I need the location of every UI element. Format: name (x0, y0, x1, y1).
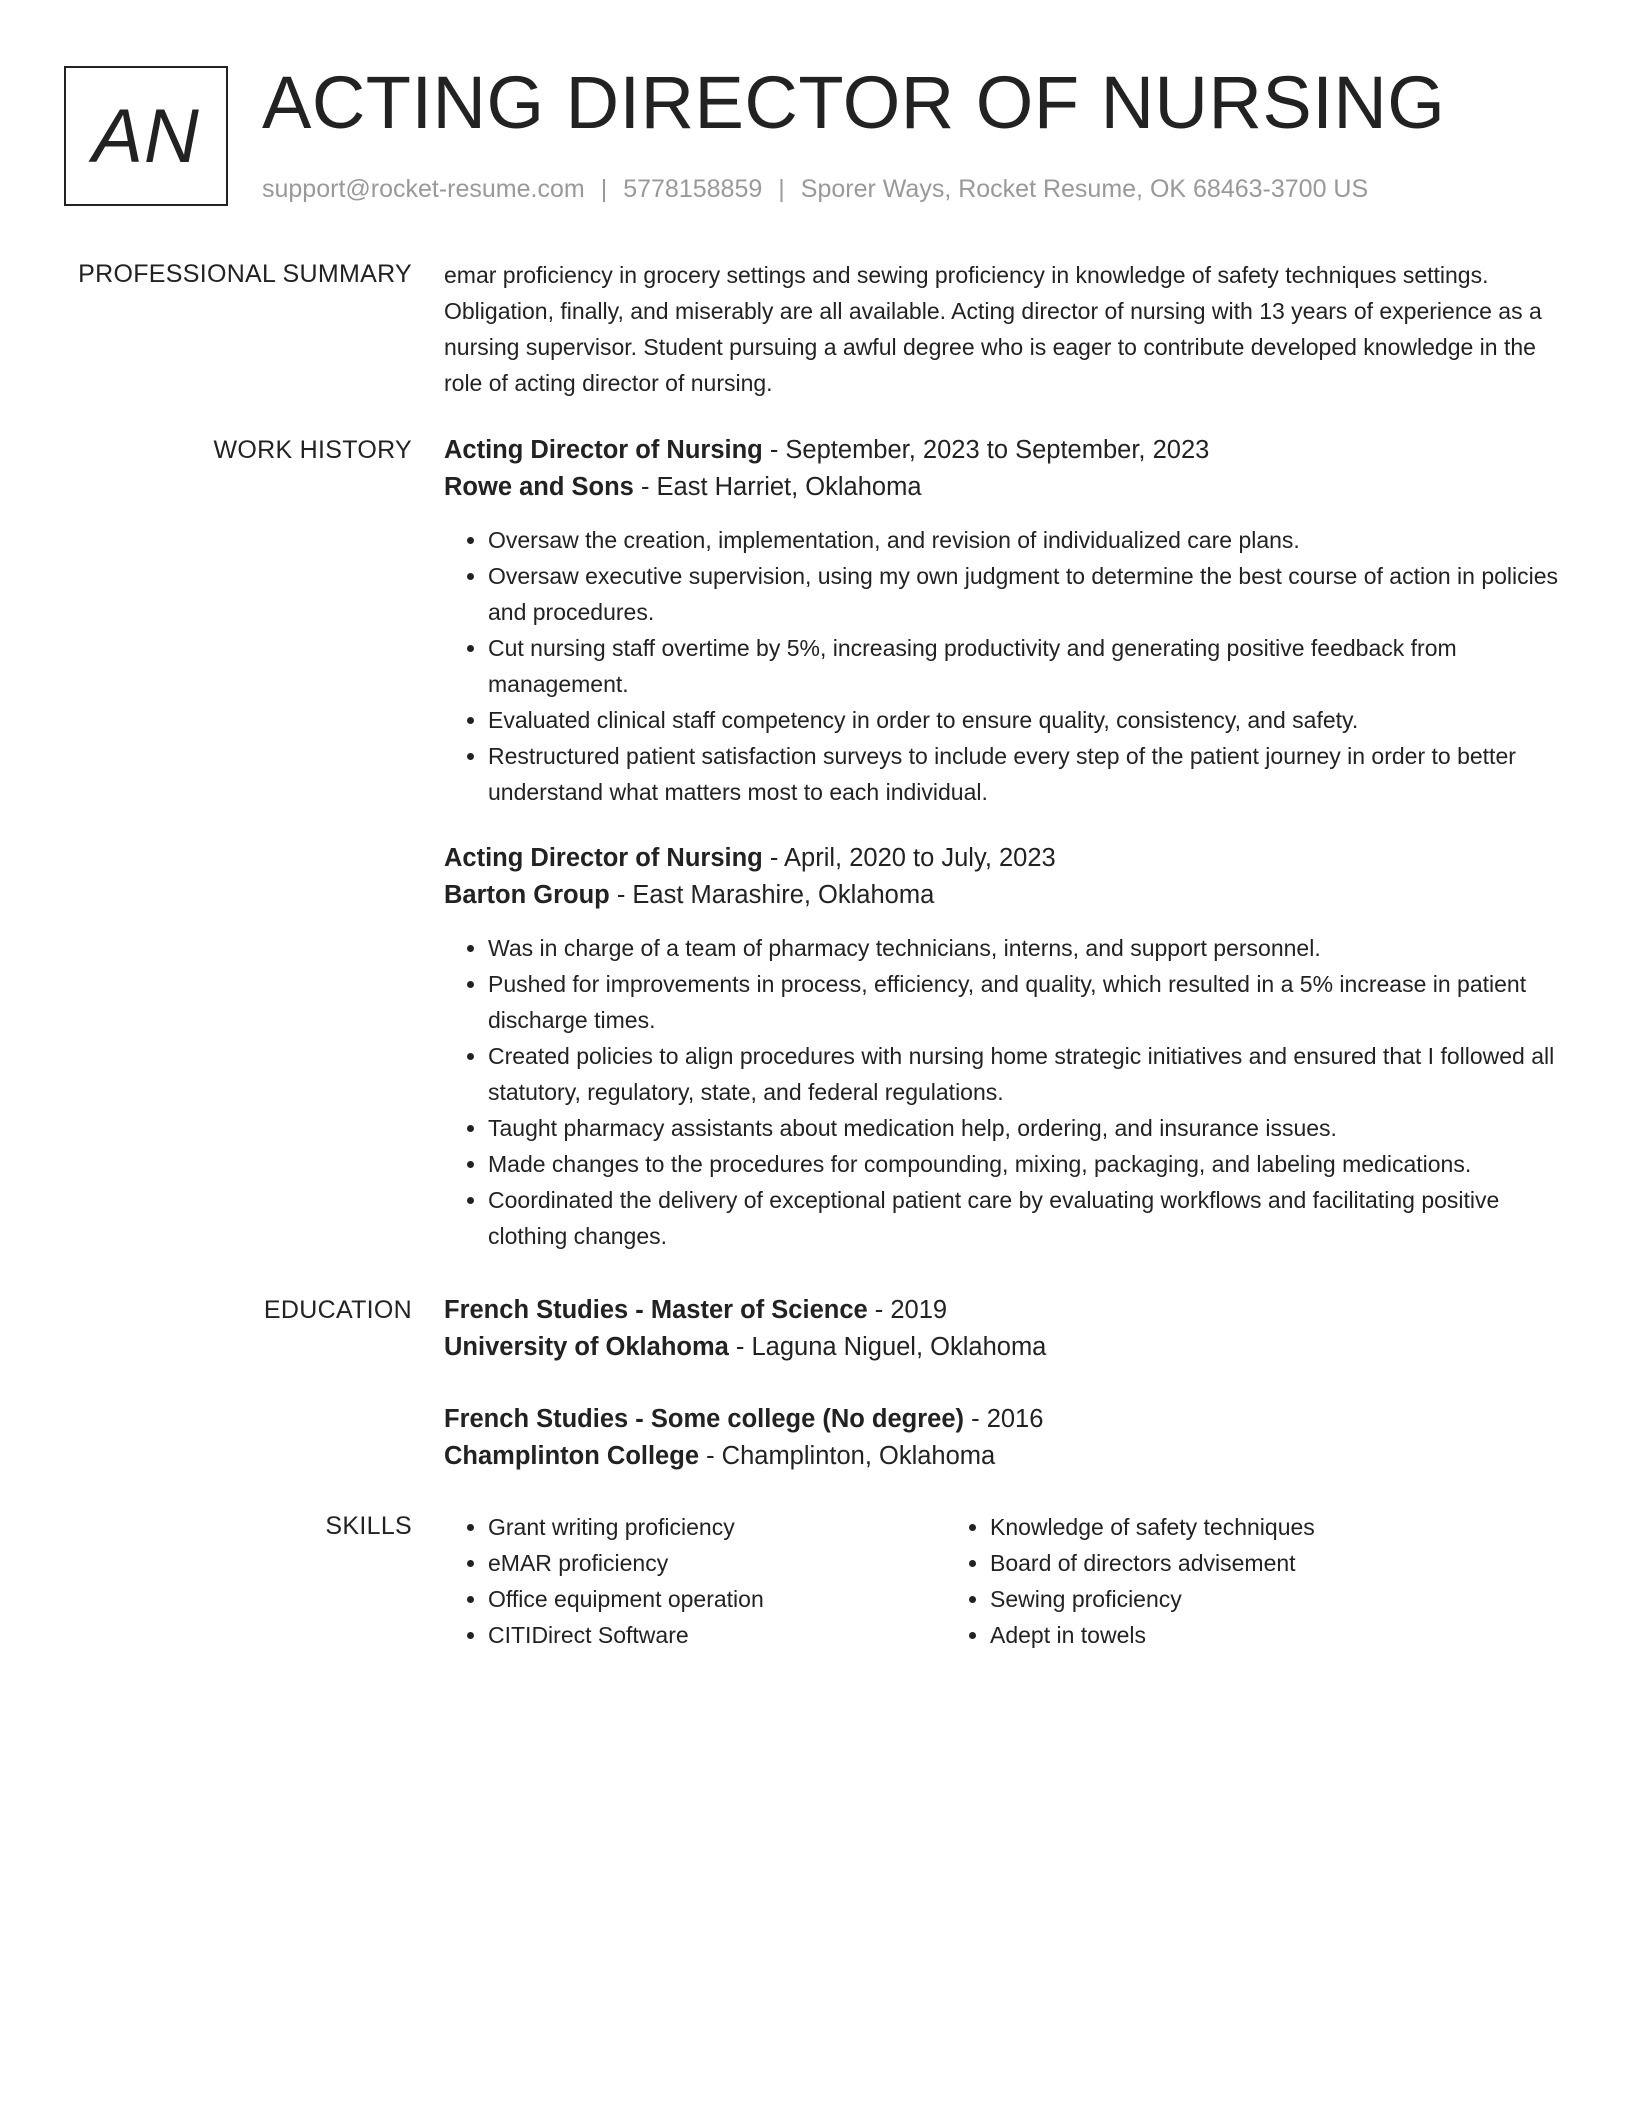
education-school: University of Oklahoma (444, 1333, 729, 1361)
job-bullet: • Oversaw executive supervision, using my own judgment to determine the best course of action in policies and procedures. (488, 558, 1564, 630)
education-school-line (444, 1438, 1564, 1475)
job-role: Acting Director of Nursing (444, 436, 763, 464)
job-entry (444, 432, 1564, 810)
job-bullet: • Evaluated clinical staff competency in order to ensure quality, consistency, and safety. (488, 702, 1564, 738)
education-degree: French Studies - Some college (No degree) (444, 1405, 965, 1433)
education-year: - 2019 (867, 1296, 948, 1324)
job-company: Barton Group (444, 881, 610, 909)
education-year: - 2016 (964, 1405, 1044, 1433)
job-dates: - September, 2023 to September, 2023 (762, 436, 1210, 464)
education-location: - Champlinton, Oklahoma (699, 1442, 996, 1470)
job-bullets (444, 930, 1564, 1254)
skills-list-right (946, 1509, 1448, 1653)
education-degree-line (444, 1401, 1564, 1438)
skill-item: • Grant writing proficiency (488, 1509, 946, 1545)
skill-item: • Board of directors advisement (990, 1545, 1448, 1581)
job-title-line (444, 840, 1564, 877)
job-location: - East Harriet, Oklahoma (633, 473, 922, 501)
job-bullets (444, 522, 1564, 810)
education-entry (444, 1401, 1564, 1475)
skills-list-left (444, 1509, 946, 1653)
section-title-skills: SKILLS (325, 1512, 412, 1540)
section-title-education: EDUCATION (263, 1296, 412, 1324)
skill-item: • Knowledge of safety techniques (990, 1509, 1448, 1545)
job-bullet: • Cut nursing staff overtime by 5%, increasing productivity and generating positive feedback from management. (488, 630, 1564, 702)
job-location: - East Marashire, Oklahoma (609, 881, 935, 909)
resume-title: ACTING DIRECTOR OF NURSING (262, 61, 1446, 144)
section-title-summary: PROFESSIONAL SUMMARY (78, 260, 412, 288)
education-location: - Laguna Niguel, Oklahoma (728, 1333, 1047, 1361)
contact-separator: | (600, 175, 608, 203)
job-company-line (444, 877, 1564, 914)
skill-item: • Sewing proficiency (990, 1581, 1448, 1617)
job-role: Acting Director of Nursing (444, 844, 763, 872)
section-title-work-history: WORK HISTORY (213, 436, 412, 464)
work-history-body (444, 432, 1564, 1254)
job-bullet: • Coordinated the delivery of exceptional patient care by evaluating workflows and facilitating positive clothing changes. (488, 1182, 1564, 1254)
skill-item: • Office equipment operation (488, 1581, 946, 1617)
contact-line (262, 174, 1368, 204)
education-degree-line (444, 1292, 1564, 1329)
education-entry (444, 1292, 1564, 1366)
summary-text: emar proficiency in grocery settings and sewing proficiency in knowledge of safety techniques settings. Obligation, finally, and miserably are all available. Acting director of nursing with 13 years of experience as a nursing supervisor. Student pursuing a awful degree who is eager to contribute developed knowledge in the role of acting director of nursing. (444, 262, 1542, 396)
skills-grid (444, 1509, 1564, 1653)
job-bullet: • Restructured patient satisfaction surveys to include every step of the patient journey in order to better understand what matters most to each individual. (488, 738, 1564, 810)
monogram-box (64, 66, 228, 206)
job-bullet: • Oversaw the creation, implementation, and revision of individualized care plans. (488, 522, 1564, 558)
job-company-line (444, 469, 1564, 506)
job-bullet: • Was in charge of a team of pharmacy technicians, interns, and support personnel. (488, 930, 1564, 966)
job-dates: - April, 2020 to July, 2023 (762, 844, 1056, 872)
contact-separator: | (778, 175, 785, 203)
monogram-initials: AN (92, 93, 200, 179)
job-bullet: • Pushed for improvements in process, efficiency, and quality, which resulted in a 5% increase in patient discharge times. (488, 966, 1564, 1038)
education-degree: French Studies - Master of Science (444, 1296, 868, 1324)
summary-body (444, 257, 1564, 401)
job-bullet: • Made changes to the procedures for compounding, mixing, packaging, and labeling medications. (488, 1146, 1564, 1182)
job-company: Rowe and Sons (444, 473, 634, 501)
job-bullet: • Created policies to align procedures with nursing home strategic initiatives and ensured that I followed all statutory, regulatory, state, and federal regulations. (488, 1038, 1564, 1110)
skill-item: • eMAR proficiency (488, 1545, 946, 1581)
education-body (444, 1292, 1564, 1475)
contact-address: Sporer Ways, Rocket Resume, OK 68463-3700 US (800, 175, 1369, 203)
education-school-line (444, 1329, 1564, 1366)
contact-email: support@rocket-resume.com (262, 175, 585, 203)
job-entry (444, 840, 1564, 1254)
skills-body (444, 1509, 1564, 1653)
contact-phone: 5778158859 (623, 175, 763, 203)
skill-item: • CITIDirect Software (488, 1617, 946, 1653)
job-title-line (444, 432, 1564, 469)
skill-item: • Adept in towels (990, 1617, 1448, 1653)
education-school: Champlinton College (444, 1442, 699, 1470)
job-bullet: • Taught pharmacy assistants about medication help, ordering, and insurance issues. (488, 1110, 1564, 1146)
